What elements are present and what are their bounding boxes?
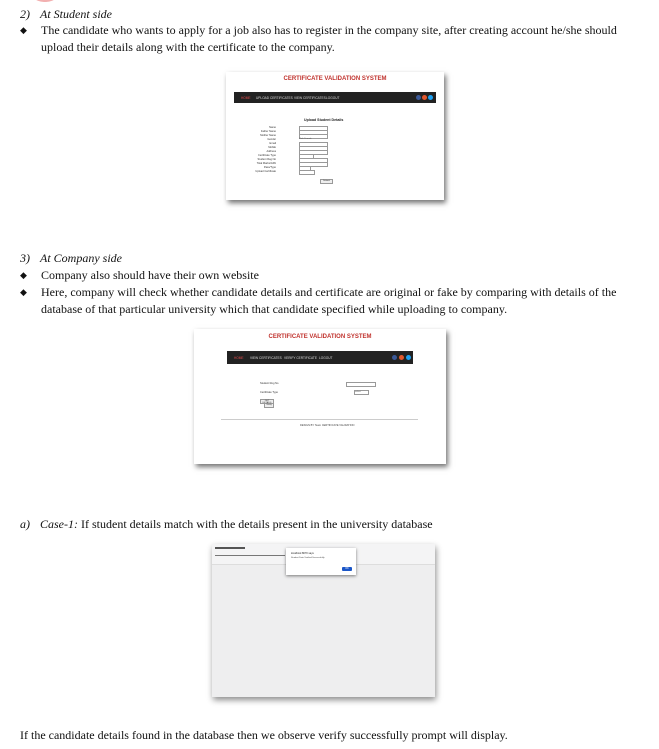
student-reg-no-label: Student Reg No [260,382,279,385]
submit-button[interactable]: Submit [320,179,333,184]
field-label: Certificate Type [258,154,276,157]
alert-dialog [286,548,356,575]
verify-certificate-screenshot [194,329,446,464]
nav-home[interactable]: HOME [241,95,251,100]
dialog-message: Student Data Verified Successfully [291,557,325,559]
app-title: CERTIFICATE VALIDATION SYSTEM [283,76,387,82]
nav-verify-certificate[interactable]: VERIFY CERTIFICATE [284,355,317,360]
decorative-arc [28,0,62,2]
verified-dialog-screenshot [212,544,435,697]
bullet-icon: ◆ [20,287,27,297]
field-label: Mobile [268,146,276,149]
browser-tabs [215,547,245,549]
ok-button[interactable]: OK [342,567,352,571]
case-1-text [40,516,433,532]
section-3-heading: At Company side [40,251,122,265]
section-3-bullet-2: Here, company will check whether candidate details and certificate are original or fake by comparing with details of the database of that particular university which that candidate specified while uploading to company. [41,285,617,316]
certificate-type-select[interactable]: select [354,390,369,395]
field-label: Email [269,142,276,145]
verify-button[interactable]: Verify [264,403,274,408]
nav-logout[interactable]: LOGOUT [326,95,340,100]
student-reg-no-input[interactable] [346,382,376,387]
bullet-icon: ◆ [20,25,27,35]
section-2-bullet-1: The candidate who wants to apply for a job also has to register in the company site, after creating account he/she should upload their details along with the certificate to the company. [41,23,617,54]
section-3-number: 3) [20,251,30,265]
navbar [227,351,413,364]
footer-credit: DESIGN BY Team CERTIFICATE VALIDATION [300,424,355,427]
field-label: Gender [267,138,276,141]
facebook-icon[interactable] [416,95,421,100]
nav-view-certificates[interactable]: VIEW CERTIFICATES [250,355,282,360]
address-bar [215,555,285,556]
certificate-type-label: Certificate Type [260,391,278,394]
twitter-icon[interactable] [428,95,433,100]
field-label: Pass/Type [263,166,276,169]
nav-view-certificates[interactable]: VIEW CERTIFICATES [294,95,326,100]
case-1-title: Case-1: [40,517,78,531]
field-label: Name [269,126,276,129]
field-label: Father Name [260,130,276,133]
field-label: Address [266,150,276,153]
bullet-icon: ◆ [20,270,27,280]
nav-logout[interactable]: LOGOUT [319,355,333,360]
divider [221,419,418,420]
closing-text: If the candidate details found in the database then we observe verify successfully prompt will display. [20,728,508,742]
nav-upload-certificates[interactable]: UPLOAD CERTIFICATES [256,95,293,100]
google-plus-icon[interactable] [399,355,404,360]
field-label: Mother Name [260,134,276,137]
twitter-icon[interactable] [406,355,411,360]
get-details-button[interactable]: GET [260,399,274,404]
case-label: a) [20,517,30,531]
nav-home[interactable]: HOME [234,355,244,360]
app-title: CERTIFICATE VALIDATION SYSTEM [268,334,372,340]
section-2-number: 2) [20,7,30,21]
navbar [234,92,436,103]
section-3-bullet-1: Company also should have their own website [41,268,259,282]
gender-radio[interactable]: Male Female [299,138,312,140]
form-title: Upload Student Details [304,118,344,122]
google-plus-icon[interactable] [422,95,427,100]
section-2-heading: At Student side [40,7,112,21]
case-1-description: If student details match with the details present in the university database [78,517,433,531]
facebook-icon[interactable] [392,355,397,360]
field-label: Total Marks/GPA [256,162,276,165]
upload-student-details-screenshot [226,72,444,200]
field-label: Student Reg No [257,158,276,161]
field-label: Upload Certificate [255,170,276,173]
upload-certificate-file[interactable] [299,170,315,175]
dialog-title: localhost:8070 says [291,552,314,555]
